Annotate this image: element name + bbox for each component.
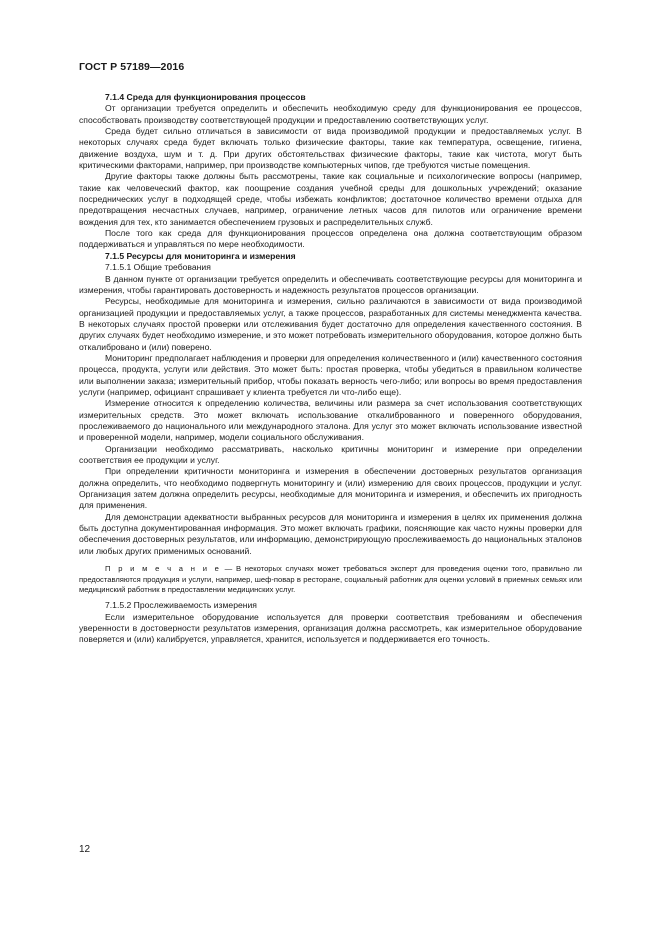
paragraph: При определении критичности мониторинга и измерения в обеспечении достоверных результатов организация должна определить, что необходимо подвергнуть мониторингу и (или) измерению для своих процессов, продукции и услуг. Организация затем должна определить ресурсы, необходимые для мониторинга и измерения, и обеспечить их пригодность для применения. <box>79 466 582 511</box>
paragraph: В данном пункте от организации требуется определить и обеспечивать соответствующие ресурсы для мониторинга и измерения, чтобы гарантировать достоверность и надежность результатов процессов организации. <box>79 273 582 295</box>
paragraph: Среда будет сильно отличаться в зависимости от вида производимой продукции и предоставляемых услуг. В некоторых случаях среда будет включать только физические факторы, такие как температура, освещение, гигиена, движение воздуха, шум и т. д. При других обстоятельствах физические факторы, такие как чистота, могут быть критическими факторами, например, при производстве компьютерных чипов, где требуются чистые помещения. <box>79 126 582 171</box>
paragraph: Измерение относится к определению количества, величины или размера за счет использования соответствующих измерительных средств. Это может включать использование откалиброванного и поверенного оборудования, прослеживаемого до национального или международного эталона. Для услуг это может включать использование известной и проверенной модели, например, модели социального обслуживания. <box>79 398 582 443</box>
paragraph: Организации необходимо рассматривать, насколько критичны мониторинг и измерение при определении соответствия ее продукции и услуг. <box>79 443 582 465</box>
section-heading-7-1-5: 7.1.5 Ресурсы для мониторинга и измерения <box>105 250 296 261</box>
paragraph: После того как среда для функционирования процессов определена она должна соответствующим образом поддерживаться и управляться по мере необходимости. <box>79 228 582 250</box>
note <box>79 564 582 595</box>
paragraph: Для демонстрации адекватности выбранных ресурсов для мониторинга и измерения в целях их применения должна быть доступна документированная информация. Это может включать графики, поясняющие как часто нужны проверки для обеспечения достоверных результатов, или информацию, демонстрирующую прослеживаемость до национальных эталонов или любых других применимых оснований. <box>79 511 582 556</box>
paragraph: Если измерительное оборудование используется для проверки соответствия требованиям и обеспечения уверенности в достоверности результатов измерения, организация должна рассмотреть, как измерительное оборудование поверяется и (или) калибруется, управляется, хранится, используется и поддерживается его точность. <box>79 611 582 645</box>
note-text: — В некоторых случаях может требоваться эксперт для проведения оценки того, правильно ли предоставляются продукция и услуги, например, шеф-повар в ресторане, социальный работник для оценки условий в приемных семьях или медицинский работник в предоставлении медицинских услуг. <box>79 564 582 594</box>
page-body <box>79 92 582 646</box>
section-heading-7-1-4: 7.1.4 Среда для функционирования процессов <box>105 92 306 102</box>
paragraph: От организации требуется определить и обеспечить необходимую среду для функционирования ее процессов, способствовать производству соответствующей продукции и предоставлению соответствующих услуг. <box>79 103 582 125</box>
note-label: П р и м е ч а н и е <box>105 564 221 574</box>
document-header: ГОСТ Р 57189—2016 <box>79 61 185 73</box>
paragraph: Мониторинг предполагает наблюдения и проверки для определения количественного и (или) качественного состояния процесса, продукта, услуги или действия. Это может быть: простая проверка, чтобы убедиться в правильном количестве или выполнении заказа; измерительный прибор, чтобы показать верность чего-либо; или вопросы во время предоставления услуги (например, официант спрашивает у клиента требуется ли что-либо еще). <box>79 352 582 397</box>
page-number: 12 <box>79 844 91 855</box>
paragraph: Другие факторы также должны быть рассмотрены, такие как социальные и психологические вопросы (например, такие как человеческий фактор, как поощрение создания учебной среды для дошкольных учреждений; оказание посреднических услуг в подходящей среде, чтобы избежать конфликтов; достаточное количество времени отдыха для предотвращения несчастных случаев, например, ограничение летных часов для пилотов или ограничение времени вождения для тех, кто занимается обеспечением грузовых и распределительных служб. <box>79 171 582 227</box>
subsection-heading-7-1-5-1: 7.1.5.1 Общие требования <box>105 262 211 273</box>
subsection-heading-7-1-5-2: 7.1.5.2 Прослеживаемость измерения <box>105 600 257 611</box>
paragraph: Ресурсы, необходимые для мониторинга и измерения, сильно различаются в зависимости от вида производимой организацией продукции и предоставляемых услуг, а также процессов, разработанных для системы менеджмента качества. В некоторых случаях простой проверки или отслеживания будет достаточно для определения качественного состояния. В других случаях будет необходимо измерение, и это может потребовать измерительного оборудования, которое должно быть откалибровано и (или) поверено. <box>79 296 582 352</box>
